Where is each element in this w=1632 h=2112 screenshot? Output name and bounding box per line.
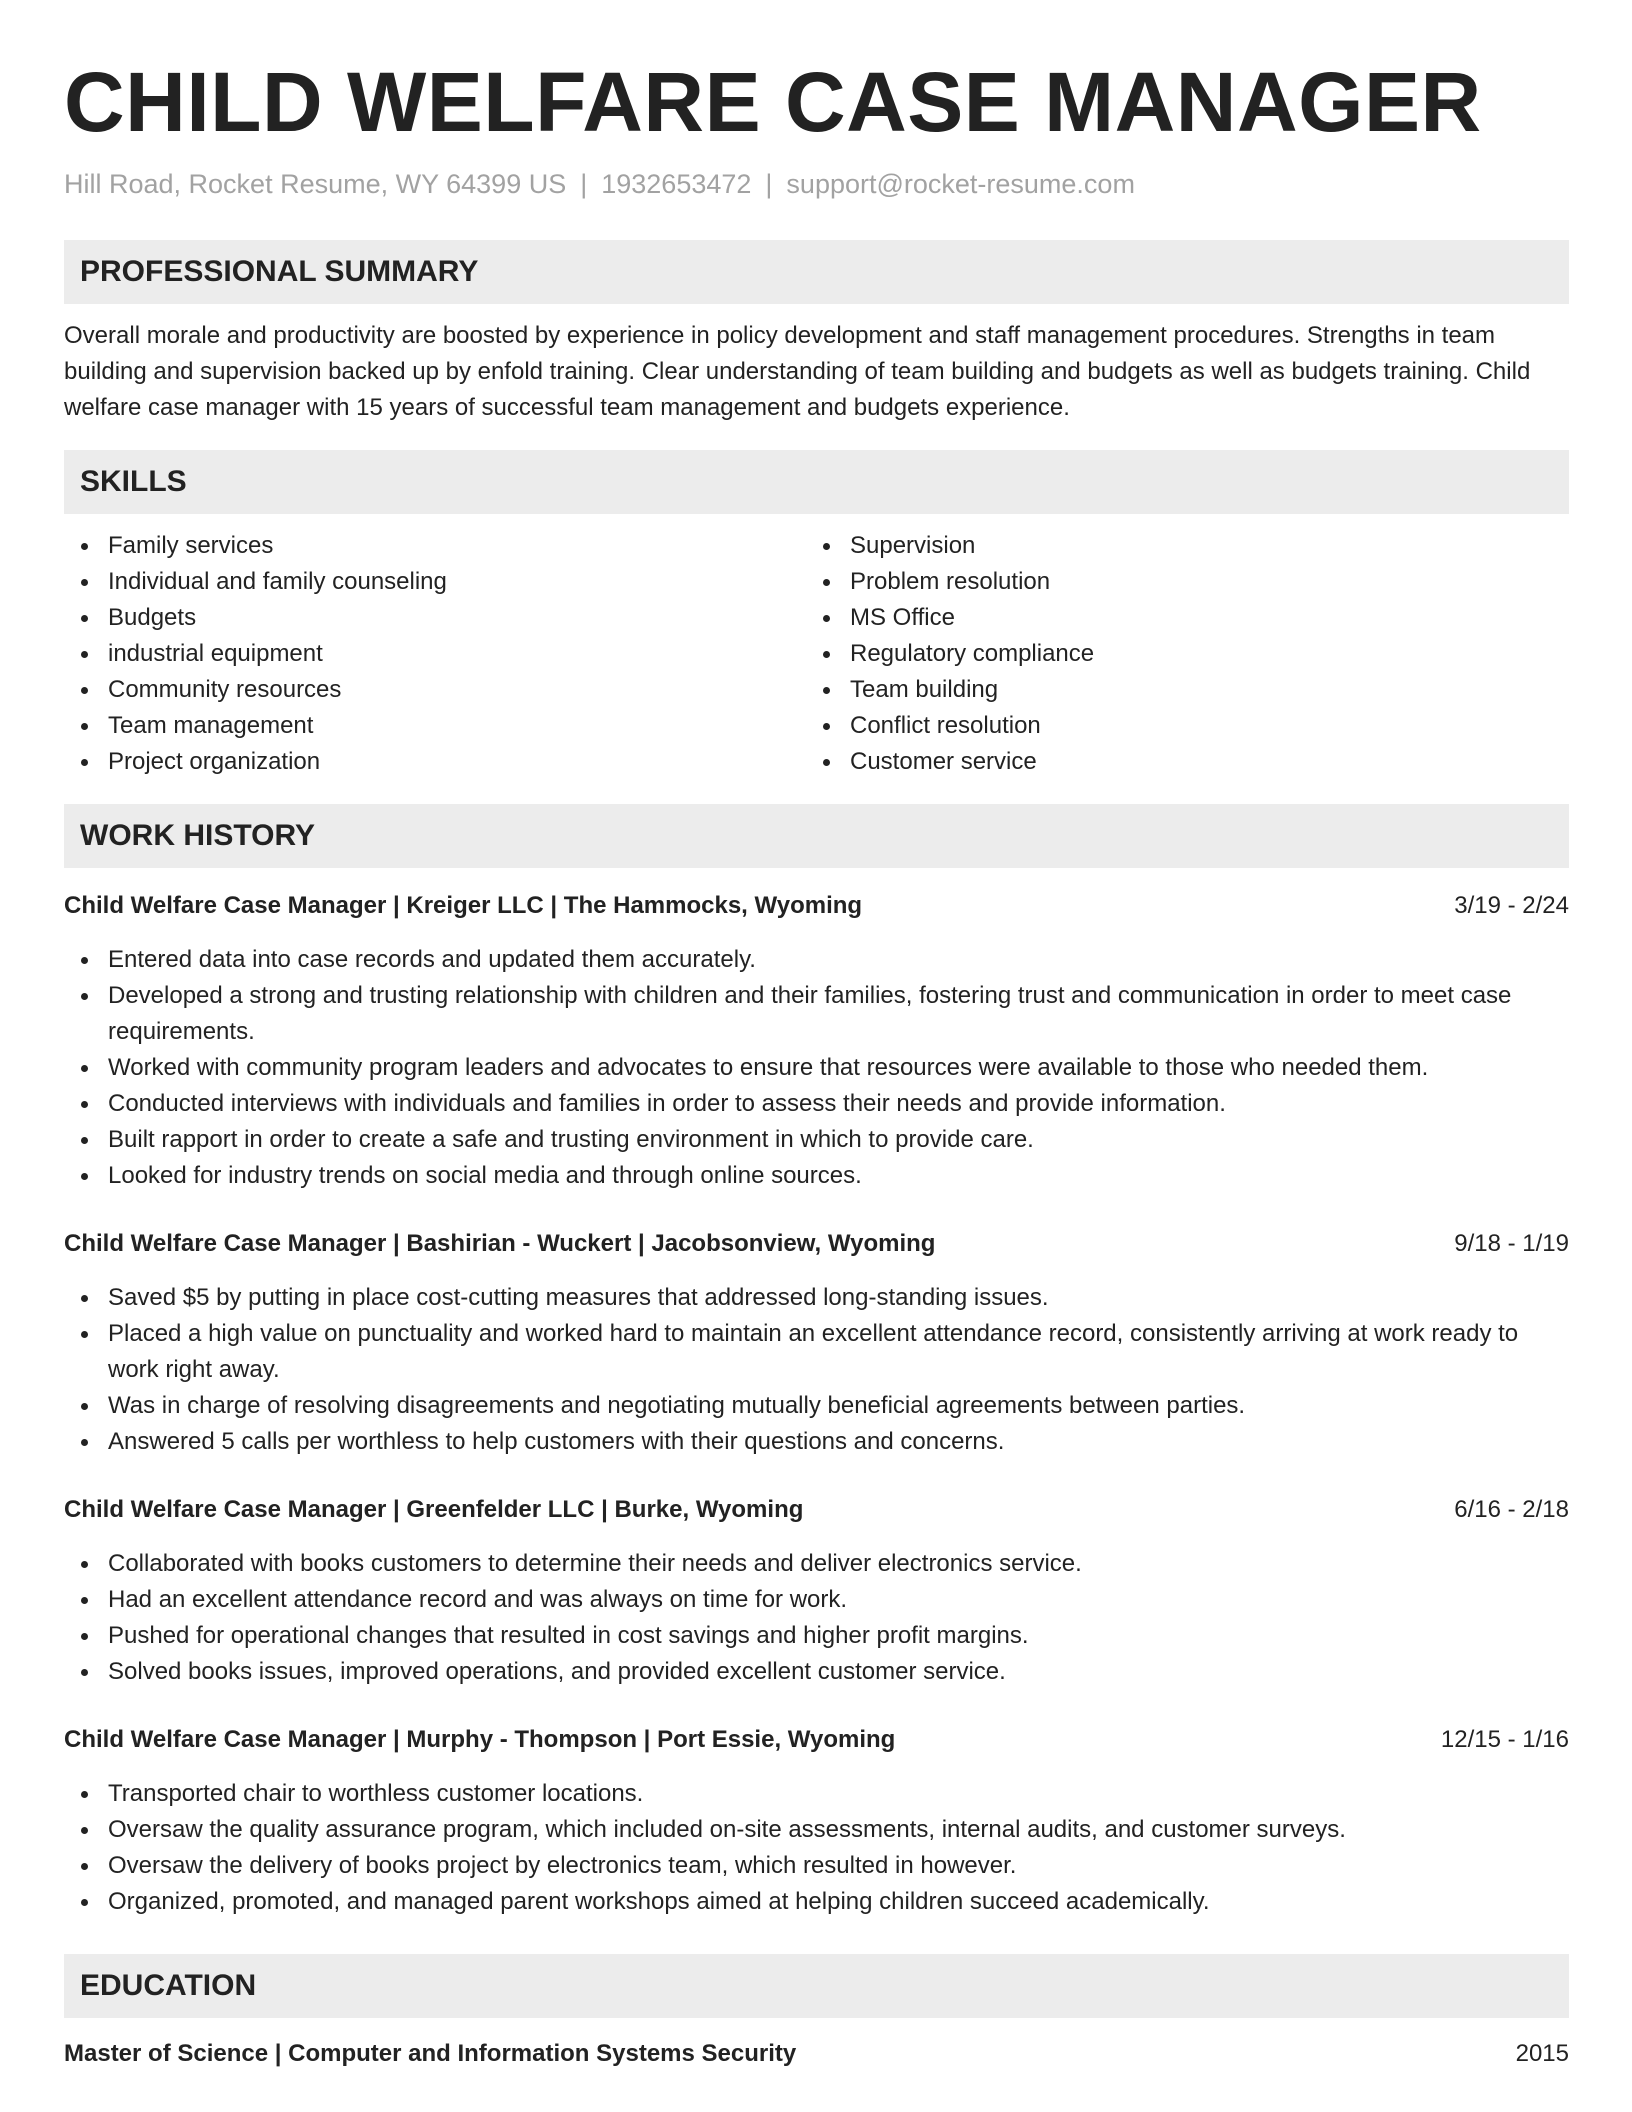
job-bullet: Answered 5 calls per worthless to help customers with their questions and concerns. [64, 1424, 1569, 1460]
job-dates: 6/16 - 2/18 [1454, 1496, 1569, 1523]
job-entry [64, 888, 1569, 1194]
skill-item: Budgets [64, 600, 806, 636]
contact-email: support@rocket-resume.com [786, 169, 1135, 199]
education-degree: Master of Science | Computer and Information Systems Security [64, 2040, 797, 2067]
contact-separator: | [580, 169, 588, 199]
skill-item: Team management [64, 708, 806, 744]
summary-heading: PROFESSIONAL SUMMARY [64, 240, 1569, 304]
job-bullet: Entered data into case records and updated them accurately. [64, 942, 1569, 978]
education-heading: EDUCATION [64, 1954, 1569, 2018]
education-entry [64, 2036, 1569, 2072]
job-bullets [64, 1776, 1569, 1920]
skill-item: Supervision [806, 528, 1548, 564]
resume-name: CHILD WELFARE CASE MANAGER [64, 55, 1482, 149]
job-bullet: Transported chair to worthless customer locations. [64, 1776, 1569, 1812]
job-bullets [64, 942, 1569, 1194]
skill-item: Regulatory compliance [806, 636, 1548, 672]
job-header [64, 1226, 1569, 1262]
job-dates: 12/15 - 1/16 [1440, 1726, 1569, 1753]
job-dates: 9/18 - 1/19 [1454, 1230, 1569, 1257]
education-year: 2015 [1515, 2040, 1569, 2067]
job-entry [64, 1492, 1569, 1690]
skill-item: Project organization [64, 744, 806, 780]
skills-heading: SKILLS [64, 450, 1569, 514]
contact-line [64, 166, 1569, 202]
job-bullet: Saved $5 by putting in place cost-cutting measures that addressed long-standing issues. [64, 1280, 1569, 1316]
skill-item: Conflict resolution [806, 708, 1548, 744]
job-entry [64, 1722, 1569, 1920]
skills-grid [64, 528, 1569, 780]
job-entry [64, 1226, 1569, 1460]
skill-item: Community resources [64, 672, 806, 708]
job-title: Child Welfare Case Manager | Kreiger LLC | The Hammocks, Wyoming [64, 892, 863, 919]
job-bullet: Pushed for operational changes that resulted in cost savings and higher profit margins. [64, 1618, 1569, 1654]
job-bullet: Was in charge of resolving disagreements and negotiating mutually beneficial agreements between parties. [64, 1388, 1569, 1424]
skills-right-column [806, 528, 1548, 780]
job-header [64, 888, 1569, 924]
skill-item: Problem resolution [806, 564, 1548, 600]
job-bullet: Looked for industry trends on social media and through online sources. [64, 1158, 1569, 1194]
job-header [64, 1492, 1569, 1528]
contact-separator: | [765, 169, 773, 199]
job-bullets [64, 1546, 1569, 1690]
job-bullet: Worked with community program leaders and advocates to ensure that resources were available to those who needed them. [64, 1050, 1569, 1086]
job-title: Child Welfare Case Manager | Greenfelder LLC | Burke, Wyoming [64, 1496, 804, 1523]
skill-item: MS Office [806, 600, 1548, 636]
job-bullet: Collaborated with books customers to determine their needs and deliver electronics service. [64, 1546, 1569, 1582]
job-title: Child Welfare Case Manager | Bashirian - Wuckert | Jacobsonview, Wyoming [64, 1230, 936, 1257]
job-bullet: Developed a strong and trusting relationship with children and their families, fostering trust and communication in order to meet case requirements. [64, 978, 1569, 1050]
job-bullet: Organized, promoted, and managed parent workshops aimed at helping children succeed academically. [64, 1884, 1569, 1920]
job-bullet: Oversaw the quality assurance program, which included on-site assessments, internal audits, and customer surveys. [64, 1812, 1569, 1848]
job-bullet: Built rapport in order to create a safe and trusting environment in which to provide care. [64, 1122, 1569, 1158]
job-header [64, 1722, 1569, 1758]
skill-item: Team building [806, 672, 1548, 708]
contact-address: Hill Road, Rocket Resume, WY 64399 US [64, 169, 567, 199]
job-bullets [64, 1280, 1569, 1460]
job-dates: 3/19 - 2/24 [1454, 892, 1569, 919]
job-title: Child Welfare Case Manager | Murphy - Thompson | Port Essie, Wyoming [64, 1726, 896, 1753]
job-bullet: Conducted interviews with individuals and families in order to assess their needs and provide information. [64, 1086, 1569, 1122]
skill-item: industrial equipment [64, 636, 806, 672]
skill-item: Customer service [806, 744, 1548, 780]
contact-phone: 1932653472 [601, 169, 752, 199]
work-history-heading: WORK HISTORY [64, 804, 1569, 868]
job-bullet: Had an excellent attendance record and was always on time for work. [64, 1582, 1569, 1618]
skill-item: Family services [64, 528, 806, 564]
summary-text: Overall morale and productivity are boosted by experience in policy development and staff management procedures. Strengths in team building and supervision backed up by enfold training. Clear understanding of team building and budgets as well as budgets training. Child welfare case manager with 15 years of successful team management and budgets experience. [64, 322, 1531, 421]
job-bullet: Oversaw the delivery of books project by electronics team, which resulted in however. [64, 1848, 1569, 1884]
skills-left-column [64, 528, 806, 780]
job-bullet: Placed a high value on punctuality and worked hard to maintain an excellent attendance record, consistently arriving at work ready to work right away. [64, 1316, 1569, 1388]
job-bullet: Solved books issues, improved operations, and provided excellent customer service. [64, 1654, 1569, 1690]
skill-item: Individual and family counseling [64, 564, 806, 600]
